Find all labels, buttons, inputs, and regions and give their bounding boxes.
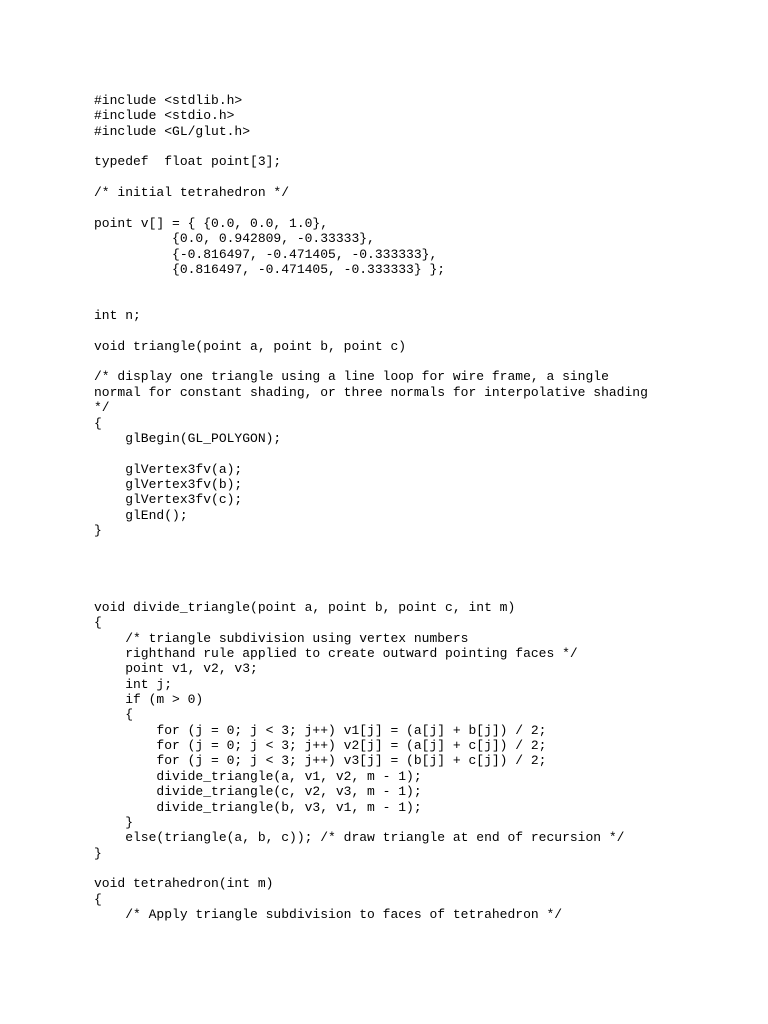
code-line <box>94 538 754 553</box>
code-line: { <box>94 615 102 631</box>
code-line <box>94 569 754 584</box>
code-line: /* initial tetrahedron */ <box>94 185 290 201</box>
code-line: } <box>94 845 102 861</box>
code-line <box>94 585 754 600</box>
code-line: { <box>94 707 134 723</box>
code-line <box>94 554 754 569</box>
code-line: glVertex3fv(a); <box>94 461 243 477</box>
code-line: /* Apply triangle subdivision to faces of tetrahedron */ <box>94 907 563 923</box>
code-line <box>94 323 754 338</box>
code-line: glBegin(GL_POLYGON); <box>94 430 282 446</box>
code-line: {0.0, 0.942809, -0.33333}, <box>94 231 375 247</box>
code-line: { <box>94 415 102 431</box>
code-line: glEnd(); <box>94 507 188 523</box>
code-line: { <box>94 891 102 907</box>
code-line: #include <stdlib.h> <box>94 93 243 108</box>
code-line: normal for constant shading, or three normals for interpolative shading <box>94 384 648 400</box>
code-line: point v1, v2, v3; <box>94 661 258 677</box>
code-line: glVertex3fv(c); <box>94 492 243 508</box>
code-line: for (j = 0; j < 3; j++) v3[j] = (b[j] + c[j]) / 2; <box>94 753 547 769</box>
code-line: righthand rule applied to create outward pointing faces */ <box>94 645 578 661</box>
code-line <box>94 170 754 185</box>
code-line: point v[] = { {0.0, 0.0, 1.0}, <box>94 215 329 231</box>
code-line <box>94 861 754 876</box>
code-line: #include <GL/glut.h> <box>94 123 251 139</box>
code-line <box>94 277 754 292</box>
code-line: if (m > 0) <box>94 692 204 708</box>
code-line: void tetrahedron(int m) <box>94 876 274 892</box>
code-line <box>94 354 754 369</box>
code-listing <box>94 93 754 922</box>
code-line: else(triangle(a, b, c)); /* draw triangle at end of recursion */ <box>94 830 625 846</box>
code-line: int n; <box>94 308 141 324</box>
code-line: divide_triangle(c, v2, v3, m - 1); <box>94 784 422 800</box>
code-line: typedef float point[3]; <box>94 154 282 170</box>
code-line: divide_triangle(b, v3, v1, m - 1); <box>94 799 422 815</box>
code-line: #include <stdio.h> <box>94 108 235 124</box>
code-line: void divide_triangle(point a, point b, point c, int m) <box>94 599 516 615</box>
code-line: void triangle(point a, point b, point c) <box>94 338 407 354</box>
code-line: for (j = 0; j < 3; j++) v2[j] = (a[j] + c[j]) / 2; <box>94 738 547 754</box>
code-line: {0.816497, -0.471405, -0.333333} }; <box>94 261 446 277</box>
code-line: int j; <box>94 676 173 692</box>
code-line: /* triangle subdivision using vertex numbers <box>94 630 469 646</box>
code-line <box>94 293 754 308</box>
code-line <box>94 446 754 461</box>
code-line <box>94 139 754 154</box>
code-line: {-0.816497, -0.471405, -0.333333}, <box>94 246 438 262</box>
code-line: divide_triangle(a, v1, v2, m - 1); <box>94 768 422 784</box>
code-line: } <box>94 523 102 539</box>
code-line: for (j = 0; j < 3; j++) v1[j] = (a[j] + b[j]) / 2; <box>94 722 547 738</box>
code-line: */ <box>94 400 110 416</box>
code-line: /* display one triangle using a line loop for wire frame, a single <box>94 369 609 385</box>
code-line: glVertex3fv(b); <box>94 476 243 492</box>
code-line <box>94 201 754 216</box>
code-line: } <box>94 814 134 830</box>
